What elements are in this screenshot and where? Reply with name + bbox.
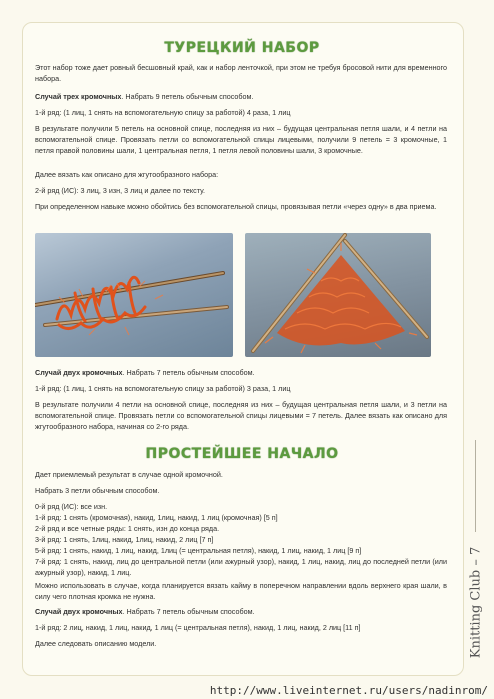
section-title-simple-start: ПРОСТЕЙШЕЕ НАЧАЛО bbox=[145, 446, 339, 462]
simple-note: Можно использовать в случае, когда планируется вязать кайму в поперечном направлении вдоль верхнего края шали, в силу чего плотная кромка не нужна. bbox=[35, 581, 447, 601]
knitting-photo-triangle bbox=[245, 233, 431, 357]
simple-case-two-text: . Набрать 7 петель обычным способом. bbox=[122, 607, 255, 616]
sidebar-divider bbox=[475, 440, 476, 532]
simple-row0: 0-й ряд (ИС): все изн. bbox=[35, 502, 108, 511]
sidebar-page-label bbox=[466, 540, 486, 670]
simple-case-two-row1: 1-й ряд: 2 лиц, накид, 1 лиц, накид, 1 лиц (= центральная петля), накид, 1 лиц, накид, 2 лиц [11 п] bbox=[35, 623, 361, 632]
simple-follow: Далее следовать описанию модели. bbox=[35, 639, 157, 648]
simple-cast: Набрать 3 петли обычным способом. bbox=[35, 486, 160, 495]
case-three-label: Случай трех кромочных bbox=[35, 92, 122, 101]
case-two-result: В результате получили 4 петли на основной спице, последняя из них – будущая центральная петля шали, и 3 петли на вспомогательной спице. Провязать петли со вспомогательной спицы лицевыми = 7 петель. Далее вязать как описано для жгутообразного набора, начиная со 2-го ряда. bbox=[35, 400, 447, 431]
simple-case-two bbox=[35, 606, 447, 617]
footer-url-link[interactable]: http://www.liveinternet.ru/users/nadinrom/ bbox=[209, 684, 488, 697]
simple-row2: 2-й ряд и все четные ряды: 1 снять, изн до конца ряда. bbox=[35, 524, 220, 533]
case-three-text: . Набрать 9 петель обычным способом. bbox=[121, 92, 254, 101]
intro-paragraph: Этот набор тоже дает ровный бесшовный край, как и набор ленточкой, при этом не требуя бросовой нити для временного набора. bbox=[35, 63, 447, 83]
simple-row5: 5-й ряд: 1 снять, накид, 1 лиц, накид, 1лиц (= центральная петля), накид, 1 лиц, накид, 1 лиц [9 п] bbox=[35, 546, 362, 555]
case-three-edges bbox=[35, 91, 447, 102]
simple-case-two-label: Случай двух кромочных bbox=[35, 607, 123, 616]
simple-row7: 7-й ряд: 1 снять, накид, лиц до центральной петли (или ажурный узор), накид, 1 лиц, накид, лиц до последней петли (или ажурный узор), накид, 1 лиц. bbox=[35, 557, 447, 577]
sidebar-text: Knitting Club – 7 bbox=[468, 546, 484, 659]
knitting-photo-needles bbox=[35, 233, 233, 357]
case-two-row1: 1-й ряд: (1 лиц, 1 снять на вспомогательную спицу за работой) 3 раза, 1 лиц bbox=[35, 384, 291, 393]
case-three-tip: При определенном навыке можно обойтись без вспомогательной спицы, провязывая петли «через одну» в два приема. bbox=[35, 202, 437, 211]
simple-row1: 1-й ряд: 1 снять (кромочная), накид, 1лиц, накид, 1 лиц (кромочная) [5 п] bbox=[35, 513, 278, 522]
knitting-photo-triangle-art bbox=[245, 233, 431, 357]
case-three-row2: 2-й ряд (ИС): 3 лиц, 3 изн, 3 лиц и далее по тексту. bbox=[35, 186, 205, 195]
case-two-label: Случай двух кромочных bbox=[35, 368, 123, 377]
knitting-photo-needles-art bbox=[35, 233, 233, 357]
case-three-result: В результате получили 5 петель на основной спице, последняя из них – будущая центральная петля шали, и 4 петли на вспомогательной спице. Провязать петли со вспомогательной спицы лицевыми, получили 9 петель = 3 кромочные, 1 петля правой половины шали, 1 центральная петля, 1 петля левой половины шали, 3 кромочные. bbox=[35, 124, 447, 155]
simple-row3: 3-й ряд: 1 снять, 1лиц, накид, 1лиц, накид, 2 лиц [7 п] bbox=[35, 535, 214, 544]
section-title-turkish-cast-on: ТУРЕЦКИЙ НАБОР bbox=[164, 40, 320, 56]
case-three-continue: Далее вязать как описано для жгутообразного набора: bbox=[35, 170, 219, 179]
case-two-edges bbox=[35, 367, 447, 378]
simple-intro: Дает приемлемый результат в случае одной кромочной. bbox=[35, 470, 223, 479]
case-three-row1: 1-й ряд: (1 лиц, 1 снять на вспомогательную спицу за работой) 4 раза, 1 лиц bbox=[35, 108, 291, 117]
case-two-text: . Набрать 7 петель обычным способом. bbox=[122, 368, 255, 377]
